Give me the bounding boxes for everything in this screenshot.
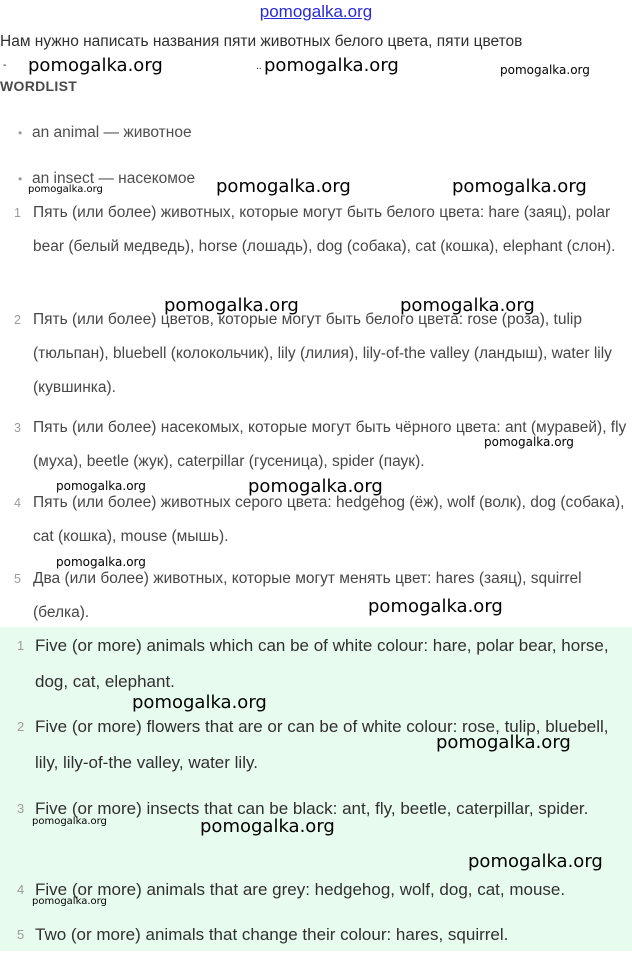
item-number: 4 — [14, 496, 21, 510]
item-text: Five (or more) flowers that are or can be of white colour: rose, tulip, bluebell, lily, lily-of-the valley, water lily. — [35, 717, 609, 772]
item-text: Два (или более) животных, которые могут менять цвет: hares (заяц), squirrel (белка). — [33, 570, 582, 621]
watermark: pomogalka.org — [248, 476, 383, 497]
watermark: pomogalka.org — [56, 479, 146, 493]
watermark: pomogalka.org — [500, 63, 590, 77]
watermark: pomogalka.org — [452, 176, 587, 197]
watermark: pomogalka.org — [484, 435, 574, 449]
watermark: pomogalka.org — [264, 55, 399, 76]
wordlist-heading: WORDLIST — [0, 78, 78, 94]
watermark: pomogalka.org — [32, 896, 107, 907]
item-text: Пять (или более) насекомых, которые могут быть чёрного цвета: ant (муравей), fly (муха), beetle (жук), caterpillar (гусеница), spider (паук). — [33, 419, 627, 470]
item-number: 4 — [17, 882, 25, 897]
wordlist-item-text: an animal — животное — [32, 124, 192, 141]
watermark: pomogalka.org — [32, 816, 107, 827]
watermark: pomogalka.org — [468, 851, 603, 872]
intro-dots: .. — [256, 62, 262, 72]
watermark: pomogalka.org — [56, 555, 146, 569]
item-text: Two (or more) animals that change their colour: hares, squirrel. — [35, 925, 509, 944]
item-text: Пять (или более) цветов, которые могут быть белого цвета: rose (роза), tulip (тюльпан), bluebell (колокольчик), lily (лилия), lily-of-the valley (ландыш), water lily (кувшинка). — [33, 311, 612, 396]
watermark: pomogalka.org — [200, 816, 335, 837]
item-number: 2 — [14, 313, 21, 327]
item-number: 5 — [17, 927, 25, 942]
item-text: Пять (или более) животных серого цвета: hedgehog (ёж), wolf (волк), dog (собака), cat (кошка), mouse (мышь). — [33, 494, 625, 545]
item-number: 1 — [17, 638, 25, 653]
watermark: pomogalka.org — [400, 295, 535, 316]
item-number: 3 — [14, 421, 21, 435]
item-text: Пять (или более) животных, которые могут быть белого цвета: hare (заяц), polar bear (белый медведь), horse (лошадь), dog (собака), cat (кошка), elephant (слон). — [33, 204, 616, 255]
watermark: pomogalka.org — [28, 55, 163, 76]
wordlist-item — [18, 124, 278, 142]
item-number: 5 — [14, 572, 21, 586]
watermark: pomogalka.org — [368, 596, 503, 617]
watermark: pomogalka.org — [28, 184, 103, 195]
bullet-icon: • — [18, 172, 23, 186]
site-header-link[interactable]: pomogalka.org — [259, 2, 373, 21]
watermark: pomogalka.org — [164, 295, 299, 316]
wordlist-item-text: an insect — насекомое — [32, 170, 196, 187]
item-number: 2 — [17, 719, 25, 734]
item-number: 3 — [17, 801, 25, 816]
intro-text: Нам нужно написать названия пяти животных белого цвета, пяти цветов — [0, 33, 523, 50]
watermark: pomogalka.org — [436, 732, 571, 753]
watermark: pomogalka.org — [132, 692, 267, 713]
item-text: Five (or more) insects that can be black: ant, fly, beetle, caterpillar, spider. — [35, 799, 589, 818]
item-text: Five (or more) animals that are grey: hedgehog, wolf, dog, cat, mouse. — [35, 880, 566, 899]
item-number: 1 — [14, 206, 21, 220]
intro-dash: - — [3, 60, 7, 71]
item-text: Five (or more) animals which can be of white colour: hare, polar bear, horse, dog, cat, elephant. — [35, 636, 609, 691]
watermark: pomogalka.org — [216, 176, 351, 197]
bullet-icon: • — [18, 126, 23, 140]
